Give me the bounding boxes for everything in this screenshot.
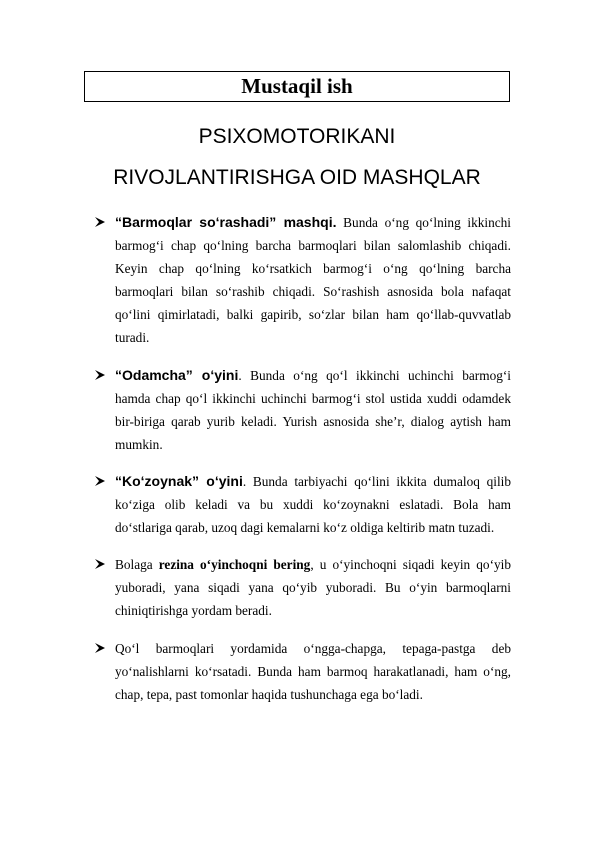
item-text: Bunda o‘ng qo‘lning ikkinchi barmog‘i chap qo‘lning barcha barmoqlari bilan salomlashib chiqadi. Keyin chap qo‘lning ko‘rsatkich barmog‘i o‘ng qo‘lning barcha barmoqlari bilan so‘rashib chiqadi. So‘rashish asnosida bola nafaqat qo‘lini qimirlatadi, balki gapirib, so‘zlar bilan ham qo‘llab-quvvatlab turadi. xyxy=(115,215,511,346)
title-box: Mustaqil ish xyxy=(84,71,510,102)
item-title: “Barmoqlar so‘rashadi” mashqi. xyxy=(115,214,337,230)
item-emphasis: rezina o‘yinchoqni bering xyxy=(158,557,311,573)
arrow-bullet-icon xyxy=(94,642,106,654)
arrow-bullet-icon xyxy=(94,369,106,381)
list-item xyxy=(94,637,511,706)
item-text: Qo‘l barmoqlari yordamida o‘ngga-chapga, tepaga-pastga deb yo‘nalishlarni ko‘rsatadi. Bunda ham barmoq harakatlanadi, ham o‘ng, chap, tepa, past tomonlar haqida tushunchaga ega bo‘ladi. xyxy=(115,640,511,702)
list-item xyxy=(94,364,511,456)
arrow-bullet-icon xyxy=(94,216,106,228)
arrow-bullet-icon xyxy=(94,558,106,570)
item-prefix: Bolaga xyxy=(115,557,159,573)
list-item xyxy=(94,211,511,350)
item-title: “Ko‘zoynak” o‘yini xyxy=(115,472,243,489)
item-title: “Odamcha” o‘yini xyxy=(115,366,239,383)
exercise-list xyxy=(94,211,511,706)
heading-line-1: PSIXOMOTORIKANI xyxy=(198,125,396,148)
item-text: . Bunda o‘ng qo‘l ikkinchi uchinchi barmog‘i hamda chap qo‘l ikkinchi uchinchi barmog‘i stol ustida xuddi odamdek bir-biriga qarab yurib keladi. Yurish asnosida she’r, dialog aytish ham mumkin. xyxy=(115,367,511,452)
item-text: , u o‘yinchoqni siqadi keyin qo‘yib yuboradi, yana siqadi yana qo‘yib yuboradi. Bu o‘yin barmoqlarni chiniqtirishga yordam beradi. xyxy=(115,557,511,619)
list-item xyxy=(94,470,511,539)
item-text: . Bunda tarbiyachi qo‘lini ikkita dumaloq qilib ko‘ziga olib keladi va bu xuddi ko‘zoynakni eslatadi. Bola ham do‘stlariga qarab, uzoq dagi kemalarni ko‘z oldiga keltirib matn tuzadi. xyxy=(115,473,511,536)
arrow-bullet-icon xyxy=(94,475,106,487)
list-item xyxy=(94,553,511,622)
heading-line-2: RIVOJLANTIRISHGA OID MASHQLAR xyxy=(113,166,481,189)
